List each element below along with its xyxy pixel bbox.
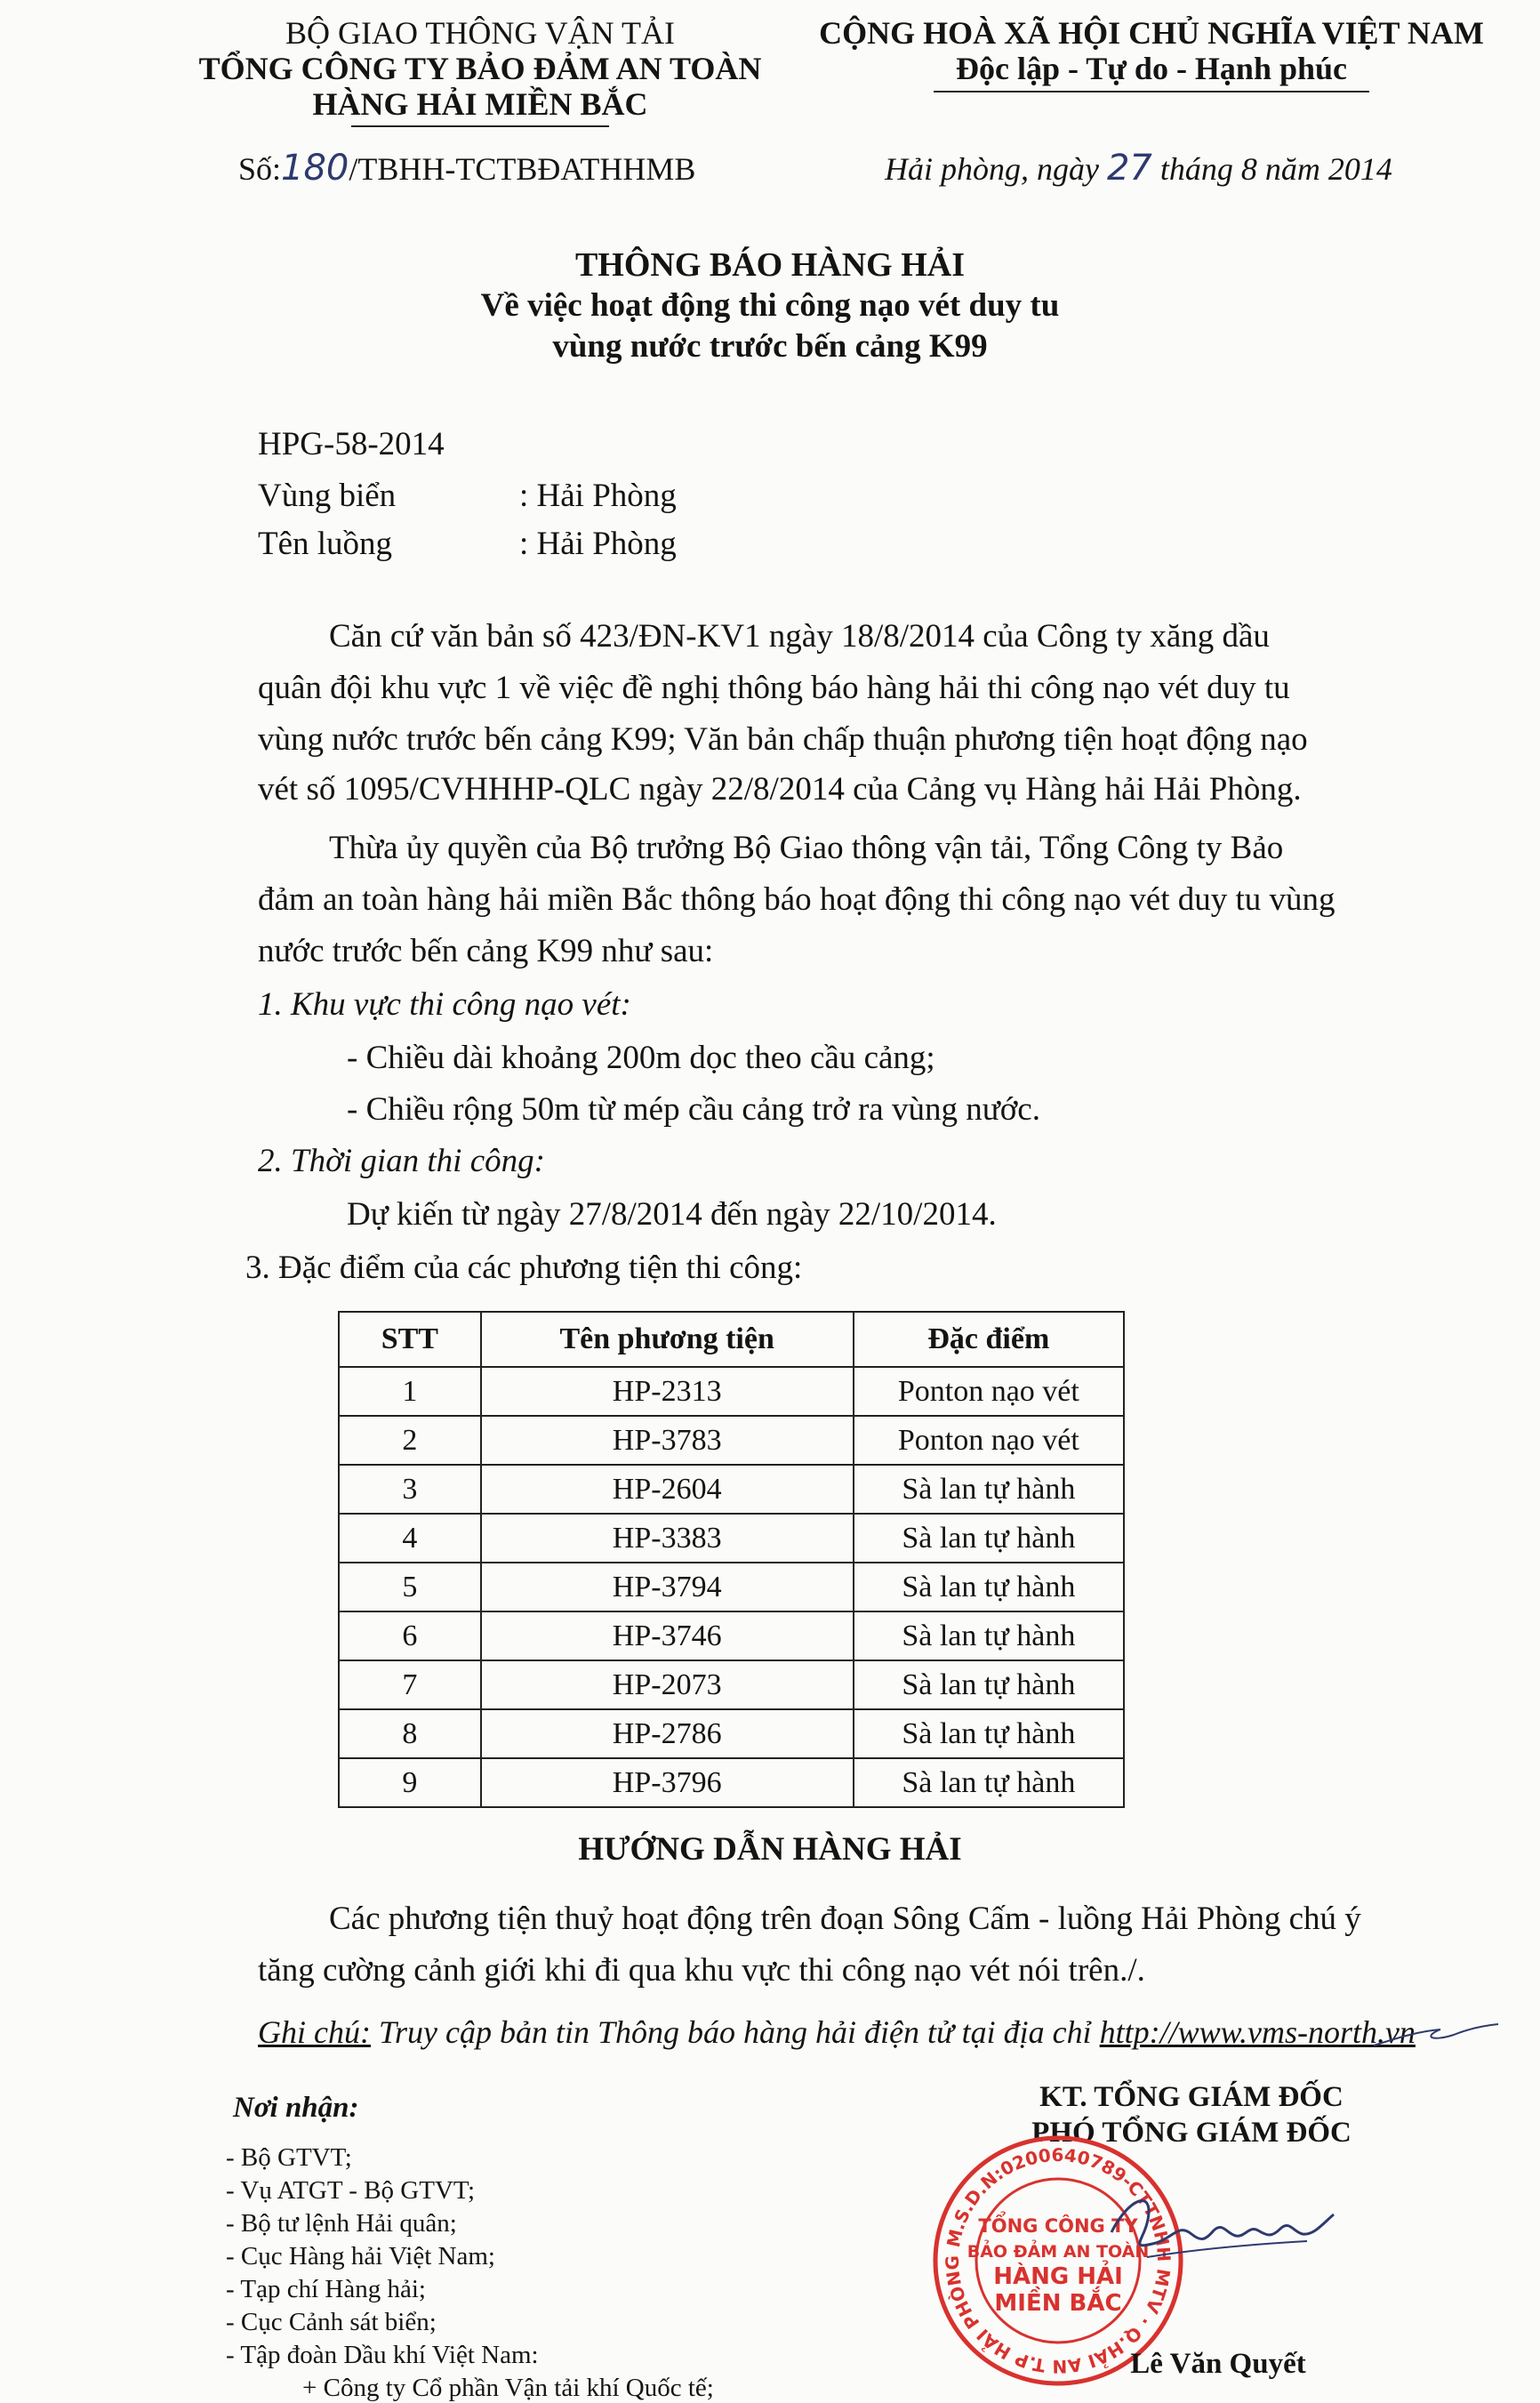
vessel-type: Sà lan tự hành — [854, 1758, 1124, 1807]
section3-heading: 3. Đặc điểm của các phương tiện thi công: — [245, 1250, 803, 1286]
vessel-type: Ponton nạo vét — [854, 1416, 1124, 1465]
company-name-line2: HÀNG HẢI MIỀN BẮC — [312, 86, 648, 122]
svg-text:BẢO ĐẢM AN TOÀN: BẢO ĐẢM AN TOÀN — [967, 2242, 1150, 2262]
vessels-table — [338, 1311, 1125, 1808]
row-number: 8 — [339, 1709, 481, 1758]
table-row — [339, 1367, 1124, 1416]
vessel-type: Sà lan tự hành — [854, 1563, 1124, 1611]
svg-text:MIỀN BẮC: MIỀN BẮC — [994, 2290, 1122, 2317]
company-name-line1: TỔNG CÔNG TY BẢO ĐẢM AN TOÀN — [198, 51, 762, 86]
vessel-name: HP-2073 — [481, 1660, 854, 1709]
table-row — [339, 1416, 1124, 1465]
row-number: 2 — [339, 1416, 481, 1465]
paragraph1-line3: vùng nước trước bến cảng K99; Văn bản chấp thuận phương tiện hoạt động nạo — [258, 721, 1308, 758]
number-prefix: Số: — [238, 151, 282, 187]
vessel-name: HP-3783 — [481, 1416, 854, 1465]
paragraph2-line3: nước trước bến cảng K99 như sau: — [258, 933, 714, 969]
vessel-name: HP-2313 — [481, 1367, 854, 1416]
table-body — [339, 1367, 1124, 1807]
signer-name: Lê Văn Quyết — [1130, 2348, 1306, 2380]
ministry-name: BỘ GIAO THÔNG VẬN TẢI — [285, 15, 675, 51]
table-row — [339, 1563, 1124, 1611]
guidance-line2: tăng cường cảnh giới khi đi qua khu vực thi công nạo vét nói trên./. — [258, 1952, 1145, 1989]
table-row — [339, 1514, 1124, 1563]
section2-text: Dự kiến từ ngày 27/8/2014 đến ngày 22/10/2014. — [347, 1196, 997, 1233]
recipient-item: - Tập đoàn Dầu khí Việt Nam: — [226, 2341, 539, 2369]
signature-title-line1: KT. TỔNG GIÁM ĐỐC — [1039, 2081, 1343, 2113]
date-day-handwritten: 27 — [1106, 148, 1152, 189]
svg-text:TỔNG CÔNG TY: TỔNG CÔNG TY — [978, 2215, 1138, 2237]
recipient-item: - Vụ ATGT - Bộ GTVT; — [226, 2176, 476, 2205]
column-header: Đặc điểm — [854, 1312, 1124, 1367]
row-number: 9 — [339, 1758, 481, 1807]
column-header: Tên phương tiện — [481, 1312, 854, 1367]
stamp-ring-text: M.S.D.N:0200640789-CTTNHH MTV · Q.HẢI AN T.P HẢI PHÒNG — [941, 2143, 1175, 2378]
column-header: STT — [339, 1312, 481, 1367]
number-handwritten: 180 — [281, 148, 349, 189]
section1-heading: 1. Khu vực thi công nạo vét: — [258, 986, 631, 1023]
vessel-type: Ponton nạo vét — [854, 1367, 1124, 1416]
note-line — [258, 2013, 1416, 2051]
row-number: 7 — [339, 1660, 481, 1709]
row-number: 1 — [339, 1367, 481, 1416]
row-number: 4 — [339, 1514, 481, 1563]
paragraph1-line2: quân đội khu vực 1 về việc đề nghị thông báo hàng hải thi công nạo vét duy tu — [258, 670, 1290, 706]
vessel-type: Sà lan tự hành — [854, 1660, 1124, 1709]
recipient-item: - Bộ GTVT; — [226, 2143, 352, 2172]
row-number: 6 — [339, 1611, 481, 1660]
sea-area-label: Vùng biển — [258, 478, 397, 514]
note-label: Ghi chú: — [258, 2014, 371, 2050]
notice-subject-line2: vùng nước trước bến cảng K99 — [552, 328, 988, 365]
channel-value: : Hải Phòng — [519, 526, 677, 562]
initial-scribble — [1369, 2012, 1503, 2056]
date-prefix: Hải phòng, ngày — [885, 151, 1099, 187]
row-number: 3 — [339, 1465, 481, 1514]
note-text: Truy cập bản tin Thông báo hàng hải điện tử tại địa chỉ — [378, 2014, 1092, 2050]
sea-area-value: : Hải Phòng — [519, 478, 677, 514]
channel-label: Tên luồng — [258, 526, 393, 562]
recipient-item: - Tạp chí Hàng hải; — [226, 2275, 426, 2303]
table-row — [339, 1660, 1124, 1709]
notice-title: THÔNG BÁO HÀNG HẢI — [574, 246, 966, 284]
notice-subject-line1: Về việc hoạt động thi công nạo vét duy tu — [480, 287, 1060, 324]
svg-text:HÀNG HẢI: HÀNG HẢI — [993, 2263, 1123, 2290]
section1-item1: - Chiều dài khoảng 200m dọc theo cầu cảng; — [347, 1040, 935, 1076]
section1-item2: - Chiều rộng 50m từ mép cầu cảng trở ra vùng nước. — [347, 1091, 1040, 1128]
recipient-item: - Bộ tư lệnh Hải quân; — [226, 2209, 457, 2238]
paragraph2-line1: Thừa ủy quyền của Bộ trưởng Bộ Giao thông vận tải, Tổng Công ty Bảo — [329, 830, 1284, 866]
notice-code: HPG-58-2014 — [258, 426, 445, 462]
vessel-name: HP-3794 — [481, 1563, 854, 1611]
vessel-name: HP-3746 — [481, 1611, 854, 1660]
date-suffix: tháng 8 năm 2014 — [1159, 151, 1392, 187]
table-row — [339, 1465, 1124, 1514]
header-left-underline — [351, 125, 609, 127]
vessel-name: HP-2604 — [481, 1465, 854, 1514]
number-suffix: /TBHH-TCTBĐATHHMB — [349, 151, 696, 187]
national-motto: Độc lập - Tự do - Hạnh phúc — [955, 51, 1348, 86]
handwritten-signature — [1094, 2179, 1360, 2286]
table-row — [339, 1709, 1124, 1758]
guidance-line1: Các phương tiện thuỷ hoạt động trên đoạn Sông Cấm - luồng Hải Phòng chú ý — [329, 1901, 1361, 1937]
vessel-type: Sà lan tự hành — [854, 1465, 1124, 1514]
country-name: CỘNG HOÀ XÃ HỘI CHỦ NGHĨA VIỆT NAM — [819, 15, 1484, 51]
guidance-heading: HƯỚNG DẪN HÀNG HẢI — [578, 1831, 962, 1868]
section2-heading: 2. Thời gian thi công: — [258, 1143, 545, 1179]
recipients-heading: Nơi nhận: — [233, 2092, 359, 2124]
table-header-row — [339, 1312, 1124, 1367]
recipient-item: - Cục Cảnh sát biển; — [226, 2308, 437, 2336]
header-right-underline — [934, 91, 1369, 92]
paragraph1-line1: Căn cứ văn bản số 423/ĐN-KV1 ngày 18/8/2014 của Công ty xăng dầu — [329, 618, 1270, 655]
note-url-link[interactable]: http://www.vms-north.vn — [1099, 2014, 1416, 2050]
vessel-type: Sà lan tự hành — [854, 1514, 1124, 1563]
vessel-type: Sà lan tự hành — [854, 1709, 1124, 1758]
recipient-item: + Công ty Cổ phần Vận tải khí Quốc tế; — [302, 2374, 714, 2402]
table-row — [339, 1611, 1124, 1660]
document-date — [885, 148, 1392, 189]
table-row — [339, 1758, 1124, 1807]
document-number — [238, 148, 695, 189]
paragraph1-line4: vét số 1095/CVHHHP-QLC ngày 22/8/2014 của Cảng vụ Hàng hải Hải Phòng. — [258, 771, 1302, 808]
vessel-name: HP-3383 — [481, 1514, 854, 1563]
vessel-type: Sà lan tự hành — [854, 1611, 1124, 1660]
vessel-name: HP-3796 — [481, 1758, 854, 1807]
row-number: 5 — [339, 1563, 481, 1611]
vessel-name: HP-2786 — [481, 1709, 854, 1758]
recipient-item: - Cục Hàng hải Việt Nam; — [226, 2242, 495, 2270]
signature-title-line2: PHÓ TỔNG GIÁM ĐỐC — [1031, 2117, 1352, 2149]
paragraph2-line2: đảm an toàn hàng hải miền Bắc thông báo hoạt động thi công nạo vét duy tu vùng — [258, 881, 1335, 918]
